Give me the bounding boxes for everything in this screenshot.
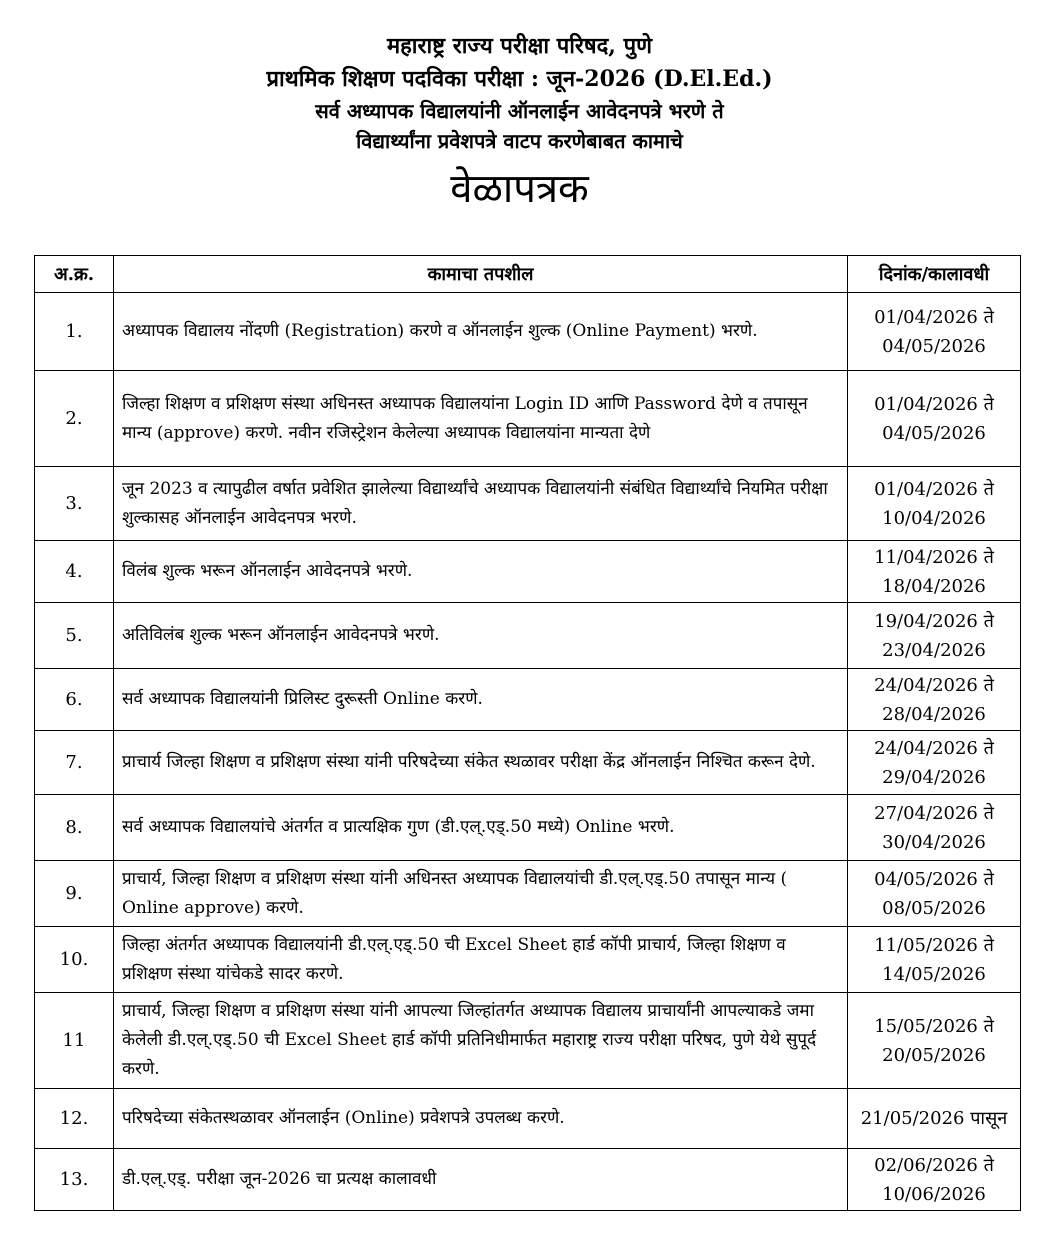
row-detail: जिल्हा शिक्षण व प्रशिक्षण संस्था अधिनस्त अध्यापक विद्यालयांना Login ID आणि Password देणे व तपासून मान्य (approve) करणे. नवीन रजिस्ट्रेशन केलेल्या अध्यापक विद्यालयांना मान्यता देणे [114, 371, 848, 467]
table-row [35, 669, 1021, 731]
row-detail: विलंब शुल्क भरून ऑनलाईन आवेदनपत्रे भरणे. [114, 541, 848, 603]
row-serial: 11 [35, 993, 114, 1089]
row-date: 02/06/2026 ते 10/06/2026 [848, 1149, 1021, 1211]
column-header-serial: अ.क्र. [35, 256, 114, 293]
row-serial: 12. [35, 1089, 114, 1149]
row-date: 15/05/2026 ते 20/05/2026 [848, 993, 1021, 1089]
column-header-detail: कामाचा तपशील [114, 256, 848, 293]
row-serial: 1. [35, 293, 114, 371]
row-serial: 2. [35, 371, 114, 467]
subtitle-line-2: विद्यार्थ्यांना प्रवेशपत्रे वाटप करणेबाबत कामाचे [356, 129, 683, 153]
table-row [35, 731, 1021, 795]
table-row [35, 293, 1021, 371]
row-date: 04/05/2026 ते 08/05/2026 [848, 861, 1021, 927]
council-name: महाराष्ट्र राज्य परीक्षा परिषद, पुणे [386, 33, 653, 59]
row-date: 11/04/2026 ते 18/04/2026 [848, 541, 1021, 603]
schedule-table [34, 255, 1021, 1211]
table-row [35, 541, 1021, 603]
table-row [35, 795, 1021, 861]
row-detail: जिल्हा अंतर्गत अध्यापक विद्यालयांनी डी.एल्.एड्.50 ची Excel Sheet हार्ड कॉपी प्राचार्य, जिल्हा शिक्षण व प्रशिक्षण संस्था यांचेकडे सादर करणे. [114, 927, 848, 993]
table-row [35, 467, 1021, 541]
row-date: 11/05/2026 ते 14/05/2026 [848, 927, 1021, 993]
page-title: वेळापत्रक [450, 166, 589, 212]
row-serial: 3. [35, 467, 114, 541]
row-date: 21/05/2026 पासून [848, 1089, 1021, 1149]
exam-name: प्राथमिक शिक्षण पदविका परीक्षा : जून-2026 (D.El.Ed.) [266, 66, 773, 92]
row-date: 19/04/2026 ते 23/04/2026 [848, 603, 1021, 669]
row-serial: 5. [35, 603, 114, 669]
row-date: 01/04/2026 ते 04/05/2026 [848, 293, 1021, 371]
table-row [35, 861, 1021, 927]
table-row [35, 1149, 1021, 1211]
row-detail: प्राचार्य, जिल्हा शिक्षण व प्रशिक्षण संस्था यांनी आपल्या जिल्हांतर्गत अध्यापक विद्यालय प्राचार्यांनी आपल्याकडे जमा केलेली डी.एल्.एड्.50 ची Excel Sheet हार्ड कॉपी प्रतिनिधीमार्फत महाराष्ट्र राज्य परीक्षा परिषद, पुणे येथे सुपूर्द करणे. [114, 993, 848, 1089]
subtitle-line-1: सर्व अध्यापक विद्यालयांनी ऑनलाईन आवेदनपत्रे भरणे ते [315, 99, 724, 123]
row-serial: 6. [35, 669, 114, 731]
row-serial: 10. [35, 927, 114, 993]
row-serial: 9. [35, 861, 114, 927]
table-row [35, 993, 1021, 1089]
table-row [35, 1089, 1021, 1149]
row-date: 27/04/2026 ते 30/04/2026 [848, 795, 1021, 861]
row-serial: 13. [35, 1149, 114, 1211]
row-date: 24/04/2026 ते 29/04/2026 [848, 731, 1021, 795]
row-detail: सर्व अध्यापक विद्यालयांनी प्रिलिस्ट दुरूस्ती Online करणे. [114, 669, 848, 731]
row-detail: जून 2023 व त्यापुढील वर्षात प्रवेशित झालेल्या विद्यार्थ्यांचे अध्यापक विद्यालयांनी संबंधित विद्यार्थ्यांचे नियमित परीक्षा शुल्कासह ऑनलाईन आवेदनपत्र भरणे. [114, 467, 848, 541]
row-detail: डी.एल्.एड्. परीक्षा जून-2026 चा प्रत्यक्ष कालावधी [114, 1149, 848, 1211]
row-date: 24/04/2026 ते 28/04/2026 [848, 669, 1021, 731]
row-detail: प्राचार्य जिल्हा शिक्षण व प्रशिक्षण संस्था यांनी परिषदेच्या संकेत स्थळावर परीक्षा केंद्र ऑनलाईन निश्चित करून देणे. [114, 731, 848, 795]
row-detail: प्राचार्य, जिल्हा शिक्षण व प्रशिक्षण संस्था यांनी अधिनस्त अध्यापक विद्यालयांची डी.एल्.एड्.50 तपासून मान्य ( Online approve) करणे. [114, 861, 848, 927]
row-detail: परिषदेच्या संकेतस्थळावर ऑनलाईन (Online) प्रवेशपत्रे उपलब्ध करणे. [114, 1089, 848, 1149]
row-date: 01/04/2026 ते 10/04/2026 [848, 467, 1021, 541]
row-detail: सर्व अध्यापक विद्यालयांचे अंतर्गत व प्रात्यक्षिक गुण (डी.एल्.एड्.50 मध्ये) Online भरणे. [114, 795, 848, 861]
row-serial: 7. [35, 731, 114, 795]
row-detail: अध्यापक विद्यालय नोंदणी (Registration) करणे व ऑनलाईन शुल्क (Online Payment) भरणे. [114, 293, 848, 371]
row-serial: 4. [35, 541, 114, 603]
row-detail: अतिविलंब शुल्क भरून ऑनलाईन आवेदनपत्रे भरणे. [114, 603, 848, 669]
table-row [35, 371, 1021, 467]
table-row [35, 603, 1021, 669]
column-header-date: दिनांक/कालावधी [848, 256, 1021, 293]
table-row [35, 927, 1021, 993]
row-date: 01/04/2026 ते 04/05/2026 [848, 371, 1021, 467]
document-header [0, 30, 1039, 218]
table-header-row [35, 256, 1021, 293]
row-serial: 8. [35, 795, 114, 861]
